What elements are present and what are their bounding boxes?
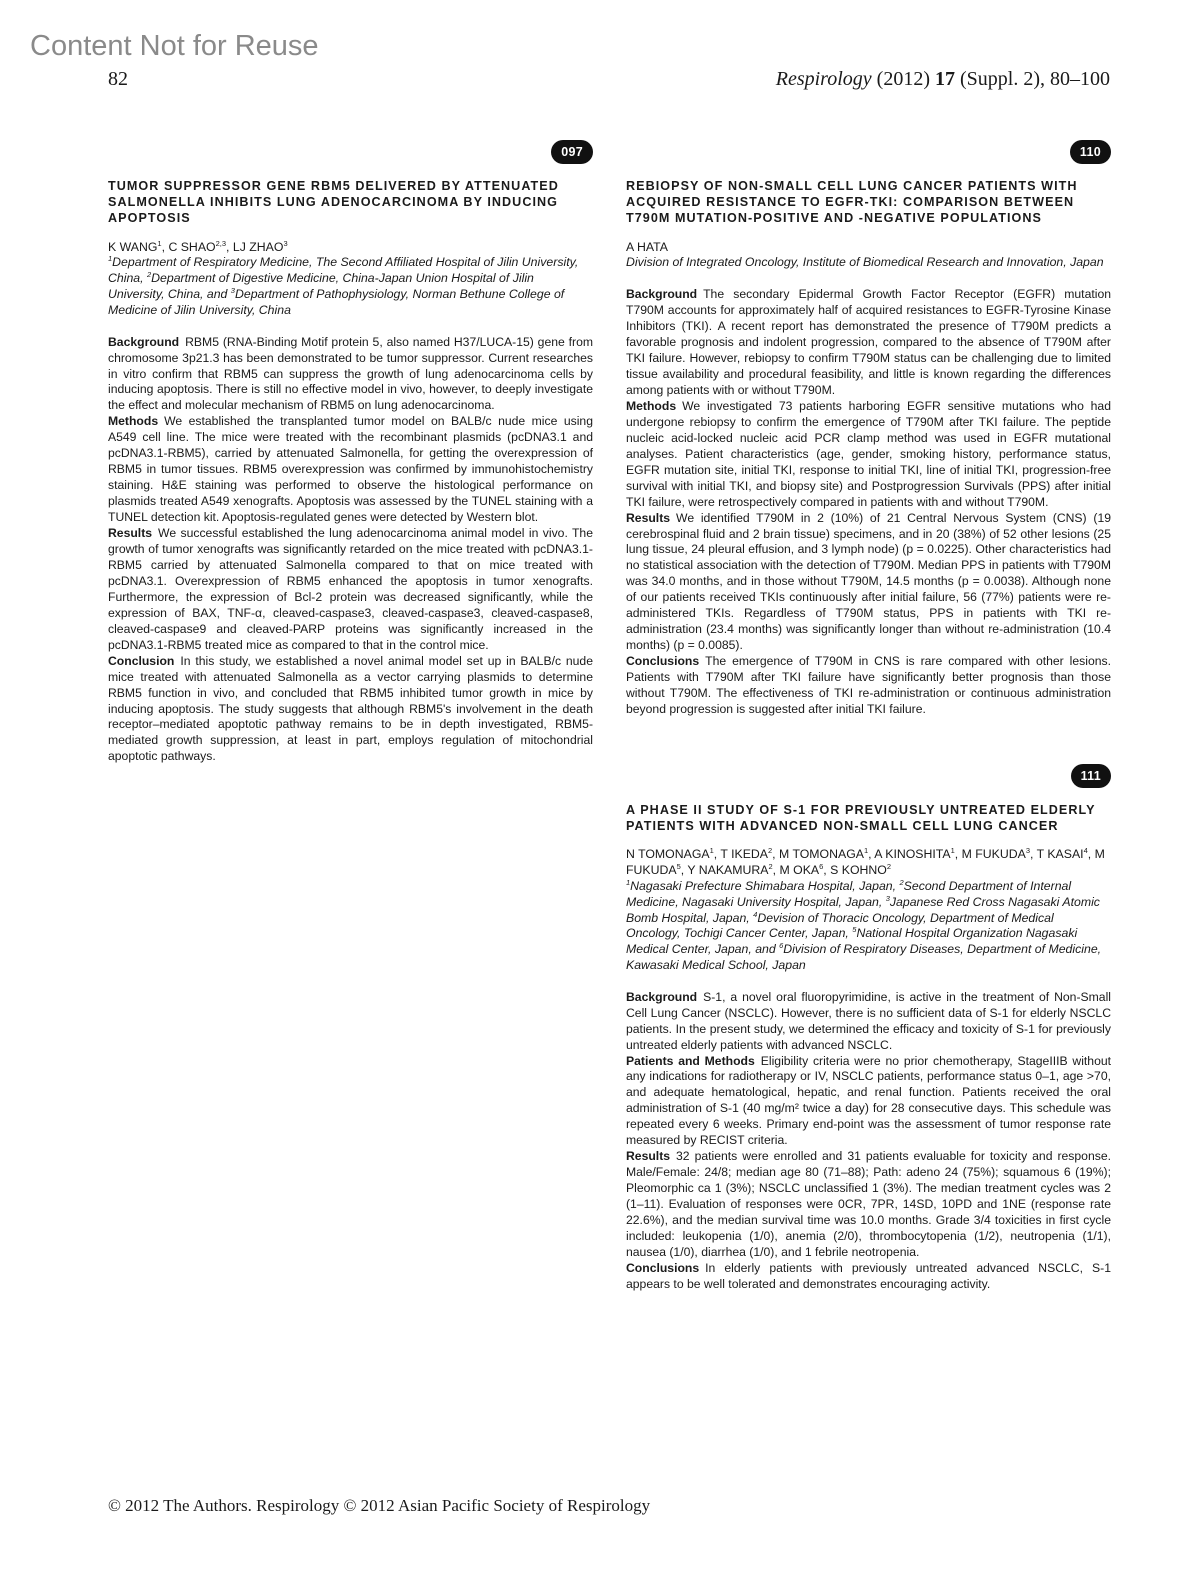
author: C SHAO	[168, 239, 216, 254]
journal-volume: 17	[935, 68, 955, 90]
author-sup: 2	[768, 862, 773, 872]
affiliation: Department of Pathophysiology, Norman Bethune College of Medicine of Jilin University, China	[108, 287, 565, 317]
journal-name: Respirology	[775, 68, 872, 90]
abstract-number-badge: 111	[1071, 764, 1111, 788]
section-text: We established the transplanted tumor model on BALB/c nude mice using A549 cell line. The mice were treated with the recombinant plasmids (pcDNA3.1 and pcDNA3.1-RBM5), carried by attenuated Salmonella, for getting the overexpression of RBM5 in tumor tissues. RBM5 overexpression was confirmed by immunohistochemistry staining. H&E staining was performed to observe the histological performance on plasmids treated A549 xenografts. Apoptosis was assessed by the TUNEL staining with a TUNEL detection kit. Apoptosis-regulated genes were detected by Western blot.	[108, 414, 593, 525]
section-background	[108, 335, 593, 415]
author-sup: 3	[1025, 846, 1031, 856]
affiliations	[108, 255, 593, 318]
author-sup: 2,3	[215, 238, 227, 248]
affil-sup: 1	[108, 254, 113, 264]
affil-sup: 3	[230, 285, 235, 295]
section-text: 32 patients were enrolled and 31 patients evaluable for toxicity and response. Male/Female: 24/8; median age 80 (71–88); Path: adeno 24 (75%); squamous 6 (19%); Pleomorphic ca 1 (3%); NSCLC unclassified 1 (3%). The median treatment cycles was 2 (1–11). Evaluation of responses were 0CR, 7PR, 14SD, 10PD and 1NE (response rate 22.6%), and the median survival time was 10.0 months. Grade 3/4 toxicities in first cycle included: leukopenia (1/0), anemia (2/0), thrombocytopenia (1/2), neutropenia (1/1), nausea (1/0), diarrhea (1/0), and 1 febrile neotropenia.	[626, 1149, 1111, 1259]
author-sup: 1	[709, 846, 714, 856]
watermark: Content Not for Reuse	[30, 30, 319, 62]
author-sup: 2	[768, 846, 773, 856]
section-label: Methods	[108, 414, 159, 429]
section-text: In elderly patients with previously untreated advanced NSCLC, S-1 appears to be well tolerated and demonstrates encouraging activity.	[626, 1260, 1111, 1291]
author-sup: 5	[676, 862, 681, 872]
section-text: We investigated 73 patients harboring EGFR sensitive mutations who had undergone rebiopsy to confirm the emergence of T790M after TKI failure. The peptide nucleic acid-locked nucleic acid PCR clamp method was used in EGFR mutational analyses. Patient characteristics (age, gender, smoking history, performance status, EGFR mutation site, initial TKI, response to initial TKI, line of initial TKI, progression-free survival with initial TKI, and biopsy site) and Postprogression Survivals (PPS) after initial TKI failure, were retrospectively compared in patients with and without T790M.	[626, 398, 1111, 509]
author-sup: 3	[283, 238, 288, 248]
abstract-111	[626, 764, 1111, 1293]
author-list: N TOMONAGA$^1$, T IKEDA$^2$, M TOMONAGA$^1$, A KINOSHITA$^1$, M FUKUDA$^3$, T KASAI$^4$, M FUKUDA$^5$, Y NAKAMURA$^2$, M OKA$^6$, S KOHNO$^2$	[626, 846, 1105, 878]
page-number: 82	[108, 68, 128, 90]
section-results	[108, 526, 593, 654]
section-text: The emergence of T790M in CNS is rare compared with other lesions. Patients with T790M after TKI failure have significantly better prognosis than those without T790M. The effectiveness of TKI re-administration or continuous administration beyond progression is suggested after initial TKI failure.	[626, 654, 1111, 716]
affil-sup: 3	[885, 893, 890, 903]
author: N TOMONAGA	[626, 847, 710, 862]
section-methods	[626, 399, 1111, 511]
author: T IKEDA	[720, 847, 768, 862]
author-list: A HATA	[626, 239, 668, 254]
section-results	[626, 1149, 1111, 1261]
section-text: We identified T790M in 2 (10%) of 21 Central Nervous System (CNS) (19 cerebrospinal fluid and 2 brain tissue) specimens, and in 20 (38%) of 52 other lesions (25 lung tissue, 24 pleural effusion, and 3 lymph node) (p = 0.0225). Other characteristics had no statistical association with the detection of T790M. Median PPS in patients with T790M was 34.0 months, and in those without T790M, 14.5 months (p = 0.0038). Although none of our patients received TKIs continuously after initial failure, 56 (77%) patients were re-administered TKIs. Regardless of T790M status, PPS in patients with TKI re-administration (23.4 months) was significantly longer than without re-administration (10.4 months) (p = 0.0085).	[626, 510, 1111, 653]
section-label: Methods	[626, 398, 677, 413]
section-background	[626, 990, 1111, 1054]
author: M TOMONAGA	[779, 847, 864, 862]
copyright-footer: © 2012 The Authors. Respirology © 2012 Asian Pacific Society of Respirology	[108, 1496, 651, 1515]
section-text: RBM5 (RNA-Binding Motif protein 5, also named H37/LUCA-15) gene from chromosome 3p21.3 has been demonstrated to be tumor suppressor. Current researches in vitro confirm that RBM5 can suppress the growth of lung adenocarcinoma cells by inducing apoptosis. There is still no effective model in vivo, however, to deeply investigate the effect and molecular mechanism of RBM5 on lung adenocarcinoma.	[108, 334, 593, 413]
section-text: We successful established the lung adenocarcinoma animal model in vivo. The growth of tumor xenografts was significantly retarded on the mice treated with pcDNA3.1-RBM5 carried by attenuated Salmonella compared to that on mice treated with pcDNA3.1. Overexpression of RBM5 enhanced the apoptosis in tumor xenografts. Furthermore, the expression of Bcl-2 protein was decreased significantly, while the expression of BAX, TNF-α, cleaved-caspase3, cleaved-caspase3, cleaved-caspase8, cleaved-caspase9 and cleaved-PARP proteins was significantly increased in the pcDNA3.1-RBM5 treated mice as compared to that in the control mice.	[108, 526, 593, 652]
abstract-number-badge: 097	[551, 140, 593, 164]
affiliation: Second Department of Internal Medicine, Nagasaki University Hospital, Japan,	[626, 878, 1072, 909]
journal-issue: (Suppl. 2), 80–100	[955, 68, 1110, 90]
author-sup: 1	[950, 846, 955, 856]
section-label: Conclusion	[108, 653, 175, 668]
section-label: Results	[626, 1149, 671, 1164]
author: T KASAI	[1036, 847, 1084, 862]
abstract-title: A PHASE II STUDY OF S-1 FOR PREVIOUSLY UNTREATED ELDERLY PATIENTS WITH ADVANCED NON-SMALL CELL LUNG CANCER	[626, 802, 1096, 834]
section-label: Results	[108, 526, 153, 541]
left-column	[108, 140, 593, 765]
affil-sup: 6	[779, 941, 784, 951]
author: M OKA	[779, 863, 820, 878]
affil-sup: 4	[753, 909, 758, 919]
author-sup: 6	[819, 862, 824, 872]
section-label: Conclusions	[626, 1260, 700, 1275]
affil-sup: 2	[146, 270, 152, 280]
section-conclusions	[626, 654, 1111, 718]
section-conclusions	[626, 1261, 1111, 1293]
author: M FUKUDA	[626, 847, 1105, 878]
section-label: Results	[626, 510, 671, 525]
author: M FUKUDA	[961, 847, 1026, 862]
affiliations: Division of Integrated Oncology, Institute of Biomedical Research and Innovation, Japan	[626, 255, 1104, 270]
author: K WANG	[108, 239, 158, 254]
journal-year: (2012)	[871, 68, 935, 90]
abstract-110	[626, 140, 1111, 718]
section-label: Patients and Methods	[626, 1053, 755, 1068]
affiliation: National Hospital Organization Nagasaki Medical Center, Japan, and	[626, 926, 1078, 957]
abstract-title: TUMOR SUPPRESSOR GENE RBM5 DELIVERED BY ATTENUATED SALMONELLA INHIBITS LUNG ADENOCARCINOMA BY INDUCING APOPTOSIS	[108, 179, 559, 226]
author-sup: 4	[1083, 846, 1088, 856]
author: A KINOSHITA	[874, 847, 951, 862]
section-results	[626, 511, 1111, 655]
section-text: The secondary Epidermal Growth Factor Receptor (EGFR) mutation T790M accounts for approximately half of acquired resistances to EGFR-Tyrosine Kinase Inhibitors (TKI). A recent report has demonstrated the presence of T790M predicts a favorable prognosis and indolent progression, compared to the absence of T790M after TKI failure. However, rebiopsy to confirm T790M status can be challenging due to limited tissue availability and procedural feasibility, and little is known regarding the differences among patients with or without T790M.	[626, 287, 1111, 397]
section-text: In this study, we established a novel animal model set up in BALB/c nude mice treated with attenuated Salmonella as a vector carrying plasmids to determine RBM5 function in vivo, and concluded that RBM5 inhibited tumor growth in mice by inducing apoptosis. The study suggests that although RBM5's involvement in the death receptor–mediated apoptotic pathway remains to be in depth investigated, RBM5-mediated growth suppression, at least in part, employs regulation of mitochondrial apoptotic pathways.	[108, 653, 593, 764]
author-sup: 1	[157, 238, 162, 248]
section-label: Background	[626, 989, 698, 1004]
abstract-097	[108, 140, 593, 765]
author: Y NAKAMURA	[687, 863, 769, 878]
abstract-number-badge: 110	[1070, 140, 1111, 164]
section-methods	[108, 414, 593, 526]
affil-sup: 1	[626, 877, 631, 887]
affiliation: Department of Respiratory Medicine, The Second Affiliated Hospital of Jilin University, China,	[108, 255, 579, 286]
author-sup: 1	[863, 846, 869, 856]
affil-sup: 2	[899, 877, 904, 887]
section-conclusion	[108, 654, 593, 766]
affiliation: Department of Digestive Medicine, China-Japan Union Hospital of Jilin University, China, and	[108, 271, 534, 301]
affiliations	[626, 879, 1111, 974]
abstract-title: REBIOPSY OF NON-SMALL CELL LUNG CANCER PATIENTS WITH ACQUIRED RESISTANCE TO EGFR-TKI: COMPARISON BETWEEN T790M MUTATION-POSITIVE AND -NEGATIVE POPULATIONS	[626, 179, 1078, 226]
author-sup: 2	[886, 862, 892, 872]
right-column	[626, 140, 1111, 1293]
section-background	[626, 287, 1111, 399]
journal-citation	[776, 68, 1110, 91]
affiliation: Division of Respiratory Diseases, Department of Medicine, Kawasaki Medical School, Japan	[626, 942, 1102, 972]
section-text: Eligibility criteria were no prior chemotherapy, StageIIIB without any indications for radiotherapy or IV, NSCLC patients, performance status 0–1, age >70, and adequate hematological, hepatic, and renal function. Patients received the oral administration of S-1 (40 mg/m² twice a day) for 28 consecutive days. This schedule was repeated every 6 weeks. Primary end-point was the assessment of tumor response rate measured by RECIST criteria.	[626, 1053, 1112, 1148]
affil-sup: 5	[852, 925, 857, 935]
section-label: Background	[108, 334, 180, 349]
affiliation: Devision of Thoracic Oncology, Department of Medical Oncology, Tochigi Cancer Center, Japan,	[626, 910, 1054, 941]
author: S KOHNO	[830, 863, 887, 878]
author: LJ ZHAO	[232, 239, 284, 254]
section-text: S-1, a novel oral fluoropyrimidine, is active in the treatment of Non-Small Cell Lung Cancer (NSCLC). However, there is no sufficient data of S-1 for elderly NSCLC patients. In the present study, we determined the efficacy and toxicity of S-1 for previously untreated elderly patients with advanced NSCLC.	[626, 989, 1111, 1052]
affiliation: Nagasaki Prefecture Shimabara Hospital, Japan,	[630, 878, 900, 893]
affiliation: Japanese Red Cross Nagasaki Atomic Bomb Hospital, Japan,	[626, 894, 1100, 925]
author-list: K WANG$^1$, C SHAO$^{2,3}$, LJ ZHAO$^3$	[108, 238, 288, 254]
section-label: Background	[626, 287, 698, 302]
section-patients-methods	[626, 1054, 1111, 1150]
section-label: Conclusions	[626, 654, 700, 669]
